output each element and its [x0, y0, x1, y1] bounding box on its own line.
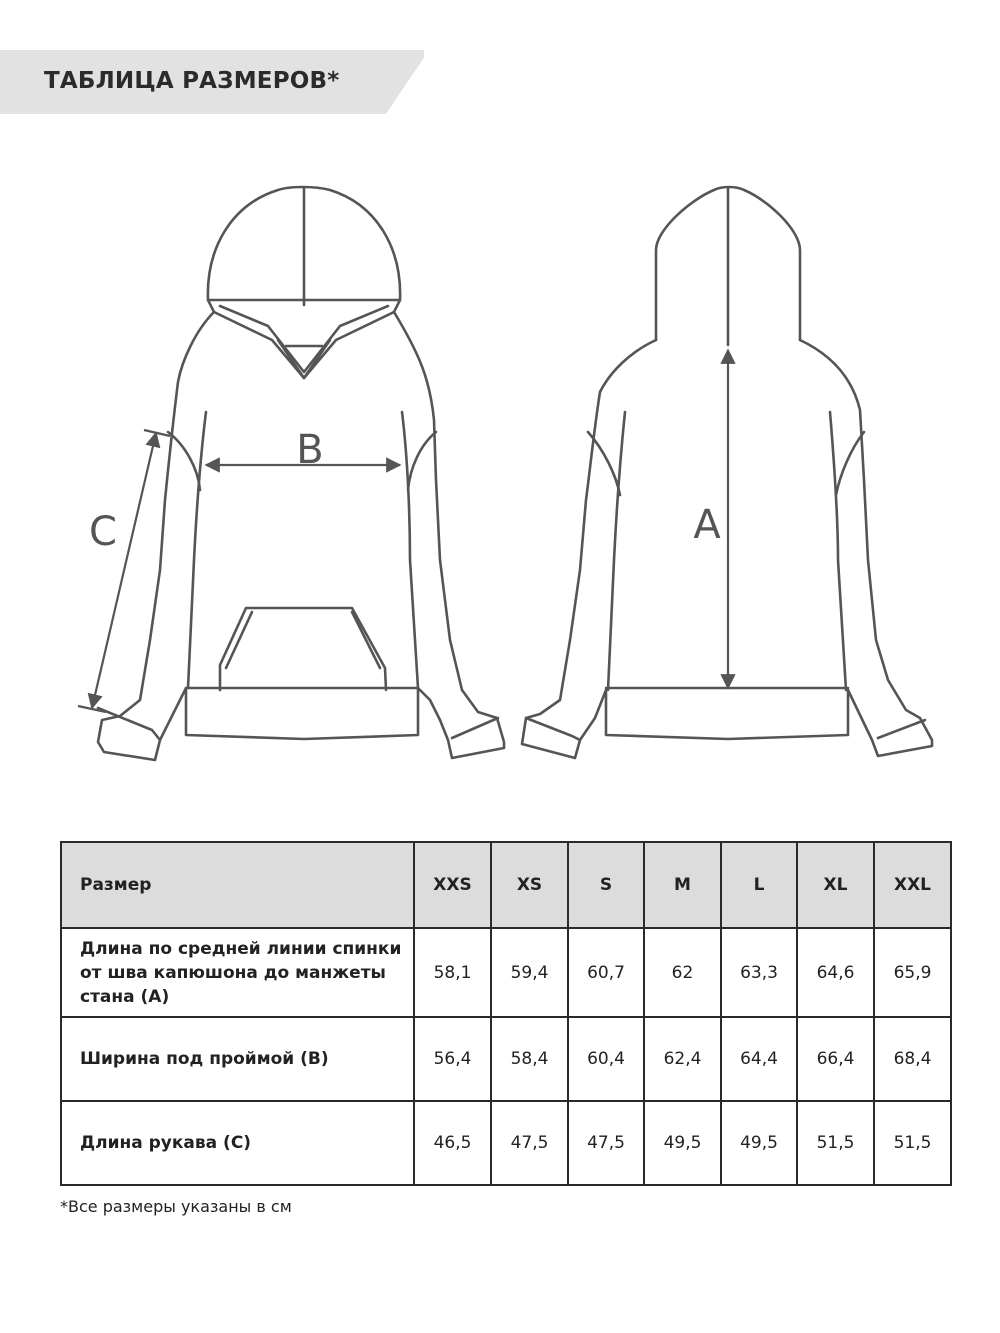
- table-cell: 63,3: [721, 928, 797, 1017]
- size-header: XXS: [414, 842, 491, 928]
- table-cell: 64,4: [721, 1017, 797, 1101]
- label-a: A: [693, 502, 721, 548]
- front-hood-lining: [220, 306, 388, 372]
- row-label: Длина рукава (C): [61, 1101, 414, 1185]
- table-cell: 51,5: [874, 1101, 951, 1185]
- row-label: Длина по средней линии спинки от шва капюшона до манжеты стана (A): [61, 928, 414, 1017]
- front-body-outline: [98, 312, 504, 760]
- hoodie-back-view: [522, 187, 932, 758]
- table-row: [61, 1017, 951, 1101]
- size-header: M: [644, 842, 721, 928]
- table-cell: 60,7: [568, 928, 644, 1017]
- front-right-armhole: [408, 432, 436, 490]
- front-left-side: [188, 412, 206, 688]
- page-title: ТАБЛИЦА РАЗМЕРОВ*: [44, 68, 340, 94]
- measure-c-tick-top: [144, 430, 170, 436]
- table-cell: 56,4: [414, 1017, 491, 1101]
- front-left-armhole: [168, 432, 200, 490]
- front-pocket-right-edge: [352, 612, 380, 668]
- header-label: Размер: [61, 842, 414, 928]
- table-cell: 58,4: [491, 1017, 568, 1101]
- table-cell: 68,4: [874, 1017, 951, 1101]
- table-cell: 47,5: [568, 1101, 644, 1185]
- table-cell: 49,5: [644, 1101, 721, 1185]
- footnote: *Все размеры указаны в см: [60, 1197, 292, 1216]
- back-right-cuff: [878, 720, 925, 738]
- table-cell: 51,5: [797, 1101, 874, 1185]
- row-label: Ширина под проймой (B): [61, 1017, 414, 1101]
- table-cell: 59,4: [491, 928, 568, 1017]
- table-row: [61, 1101, 951, 1185]
- hoodie-front-view: [78, 187, 504, 760]
- front-pocket: [220, 608, 386, 690]
- size-header: XL: [797, 842, 874, 928]
- back-right-armhole: [836, 432, 864, 495]
- back-left-cuff: [526, 718, 580, 740]
- back-right-side: [830, 412, 846, 690]
- size-table: [60, 841, 952, 1186]
- size-header: S: [568, 842, 644, 928]
- table-cell: 60,4: [568, 1017, 644, 1101]
- front-right-side: [402, 412, 418, 688]
- table-cell: 46,5: [414, 1101, 491, 1185]
- table-cell: 66,4: [797, 1017, 874, 1101]
- table-header-row: [61, 842, 951, 928]
- size-header: XS: [491, 842, 568, 928]
- table-cell: 65,9: [874, 928, 951, 1017]
- table-cell: 64,6: [797, 928, 874, 1017]
- label-c: C: [89, 509, 117, 555]
- back-left-side: [608, 412, 625, 690]
- table-cell: 49,5: [721, 1101, 797, 1185]
- table-cell: 47,5: [491, 1101, 568, 1185]
- front-left-cuff: [98, 708, 160, 740]
- table-cell: 58,1: [414, 928, 491, 1017]
- front-right-cuff: [452, 718, 498, 738]
- size-header: L: [721, 842, 797, 928]
- size-header: XXL: [874, 842, 951, 928]
- table-row: [61, 928, 951, 1017]
- label-b: B: [296, 427, 324, 473]
- table-cell: 62,4: [644, 1017, 721, 1101]
- table-cell: 62: [644, 928, 721, 1017]
